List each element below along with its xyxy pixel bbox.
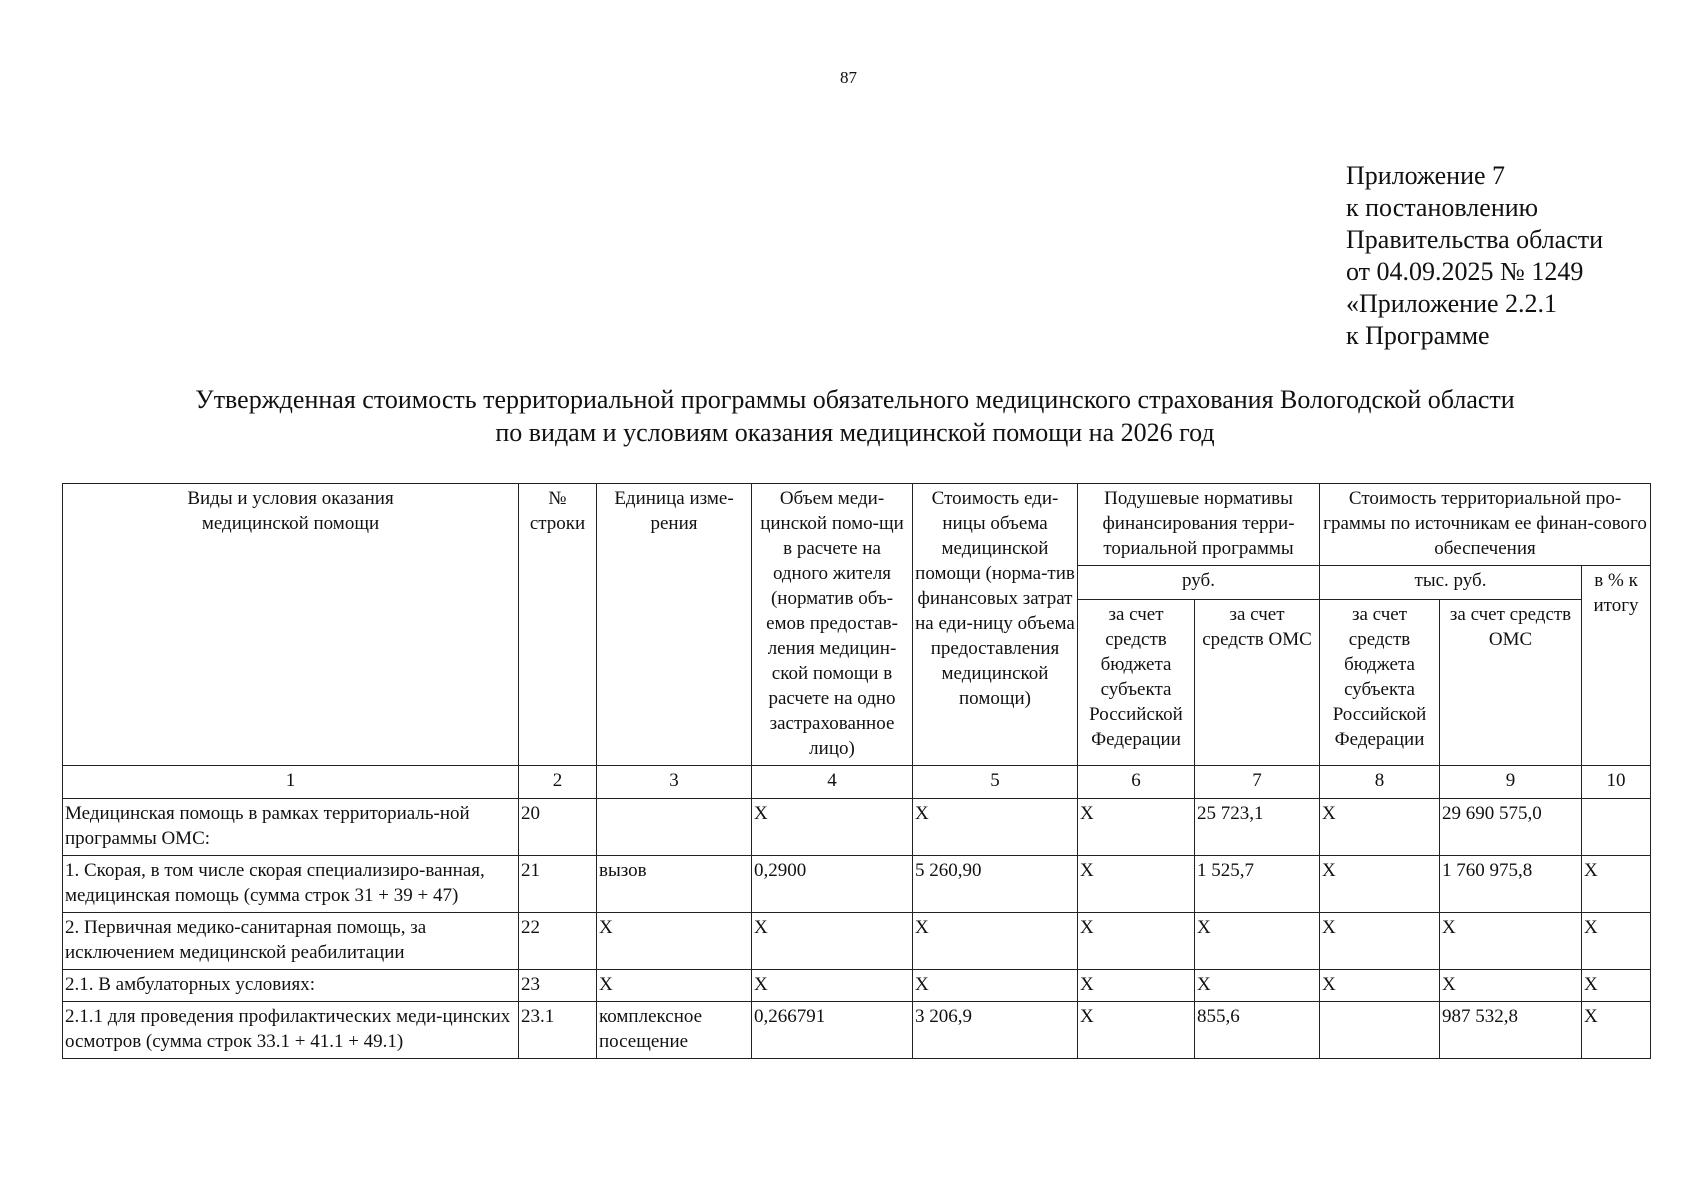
table-cell: Х — [1440, 913, 1582, 970]
header-program-cost: Стоимость территориальной про-граммы по источникам ее финан-сового обеспечения — [1320, 484, 1651, 566]
table-cell: Х — [913, 970, 1078, 1002]
table-cell: Х — [1195, 913, 1320, 970]
appendix-line: Приложение 7 — [1346, 161, 1506, 190]
table-cell: Х — [1078, 970, 1195, 1002]
column-number: 5 — [913, 766, 1078, 799]
table-cell: Х — [1078, 1002, 1195, 1059]
table-cell: 23.1 — [519, 1002, 597, 1059]
title-line: по видам и условиям оказания медицинской помощи на 2026 год — [495, 418, 1215, 447]
table-cell: Х — [1320, 799, 1440, 856]
table-body — [63, 799, 1651, 1059]
table-cell: 22 — [519, 913, 597, 970]
table-cell: Х — [913, 799, 1078, 856]
table-cell: 3 206,9 — [913, 1002, 1078, 1059]
table-row — [63, 913, 1651, 970]
table-cell: 2.1. В амбулаторных условиях: — [63, 970, 519, 1002]
table-cell: 2. Первичная медико-санитарная помощь, за исключением медицинской реабилитации — [63, 913, 519, 970]
table-cell: 5 260,90 — [913, 856, 1078, 913]
appendix-line: «Приложение 2.2.1 — [1346, 289, 1558, 318]
table-cell: Х — [1078, 856, 1195, 913]
appendix-line: от 04.09.2025 № 1249 — [1346, 257, 1584, 286]
column-number-row — [63, 766, 1651, 799]
table-cell: 0,266791 — [752, 1002, 913, 1059]
header-unit-cost: Стоимость еди-ницы объема медицинской помощи (норма-тив финансовых затрат на еди-ницу объема предоставления медицинской помощи) — [913, 484, 1078, 766]
table-cell: 1. Скорая, в том числе скорая специализиро-ванная, медицинская помощь (сумма строк 31 + 39 + 47) — [63, 856, 519, 913]
appendix-line: Правительства области — [1346, 225, 1604, 254]
table-cell: Х — [752, 970, 913, 1002]
table-cell: Х — [1440, 970, 1582, 1002]
cost-table — [62, 483, 1651, 1059]
table-cell: комплексное посещение — [597, 1002, 752, 1059]
table-cell: Х — [1320, 913, 1440, 970]
table-row — [63, 970, 1651, 1002]
column-number: 6 — [1078, 766, 1195, 799]
header-rub: руб. — [1078, 566, 1320, 600]
header-volume: Объем меди-цинской помо-щи в расчете на одного жителя (норматив объ-емов предостав-ления медицин-ской помощи в расчете на одно застрахованное лицо) — [752, 484, 913, 766]
header-budget: за счет средств бюджета субъекта Российской Федерации — [1078, 600, 1195, 766]
table-cell: Х — [1078, 913, 1195, 970]
appendix-line: к Программе — [1346, 321, 1490, 350]
header-oms: за счет средств ОМС — [1195, 600, 1320, 766]
table-cell: Х — [752, 799, 913, 856]
column-number: 4 — [752, 766, 913, 799]
page-number: 87 — [840, 68, 857, 87]
appendix-block — [1346, 160, 1603, 352]
table-row — [63, 799, 1651, 856]
header-row — [63, 484, 1651, 566]
document-title — [60, 383, 1650, 449]
table-cell: 25 723,1 — [1195, 799, 1320, 856]
table-cell: Х — [913, 913, 1078, 970]
table-row — [63, 1002, 1651, 1059]
table-cell: Х — [1320, 970, 1440, 1002]
appendix-line: к постановлению — [1346, 193, 1539, 222]
column-number: 3 — [597, 766, 752, 799]
table-cell: Х — [1582, 970, 1651, 1002]
table-cell: 855,6 — [1195, 1002, 1320, 1059]
table-cell: Х — [1582, 913, 1651, 970]
header-kind: Виды и условия оказания медицинской помощи — [63, 484, 519, 766]
table-cell — [597, 799, 752, 856]
table-cell: 21 — [519, 856, 597, 913]
header-oms-2: за счет средств ОМС — [1440, 600, 1582, 766]
table-cell: 29 690 575,0 — [1440, 799, 1582, 856]
table-cell: Х — [597, 913, 752, 970]
header-unit: Единица изме-рения — [597, 484, 752, 766]
table-cell: 2.1.1 для проведения профилактических меди-цинских осмотров (сумма строк 33.1 + 41.1 + 49.1) — [63, 1002, 519, 1059]
header-pct: в % к итогу — [1582, 566, 1651, 766]
table-cell: Х — [1582, 856, 1651, 913]
table-cell: 987 532,8 — [1440, 1002, 1582, 1059]
table-cell: Х — [1078, 799, 1195, 856]
table-cell: 23 — [519, 970, 597, 1002]
table-cell: вызов — [597, 856, 752, 913]
table-cell — [1582, 799, 1651, 856]
column-number: 9 — [1440, 766, 1582, 799]
table-cell: Х — [1582, 1002, 1651, 1059]
column-number: 2 — [519, 766, 597, 799]
table-cell: Медицинская помощь в рамках территориаль-ной программы ОМС: — [63, 799, 519, 856]
column-number: 1 — [63, 766, 519, 799]
header-thous-rub: тыс. руб. — [1320, 566, 1582, 600]
column-number: 8 — [1320, 766, 1440, 799]
table-cell: Х — [752, 913, 913, 970]
table-cell: 1 525,7 — [1195, 856, 1320, 913]
table-cell: Х — [1320, 856, 1440, 913]
header-row-no: № строки — [519, 484, 597, 766]
table-cell: Х — [597, 970, 752, 1002]
table-cell — [1320, 1002, 1440, 1059]
table-cell: 1 760 975,8 — [1440, 856, 1582, 913]
header-budget-2: за счет средств бюджета субъекта Российской Федерации — [1320, 600, 1440, 766]
column-number: 7 — [1195, 766, 1320, 799]
column-number: 10 — [1582, 766, 1651, 799]
title-line: Утвержденная стоимость территориальной программы обязательного медицинского страхования Вологодской области — [195, 385, 1515, 414]
table-row — [63, 856, 1651, 913]
table-cell: Х — [1195, 970, 1320, 1002]
header-per-capita: Подушевые нормативы финансирования терри-ториальной программы — [1078, 484, 1320, 566]
table-cell: 20 — [519, 799, 597, 856]
table-cell: 0,2900 — [752, 856, 913, 913]
